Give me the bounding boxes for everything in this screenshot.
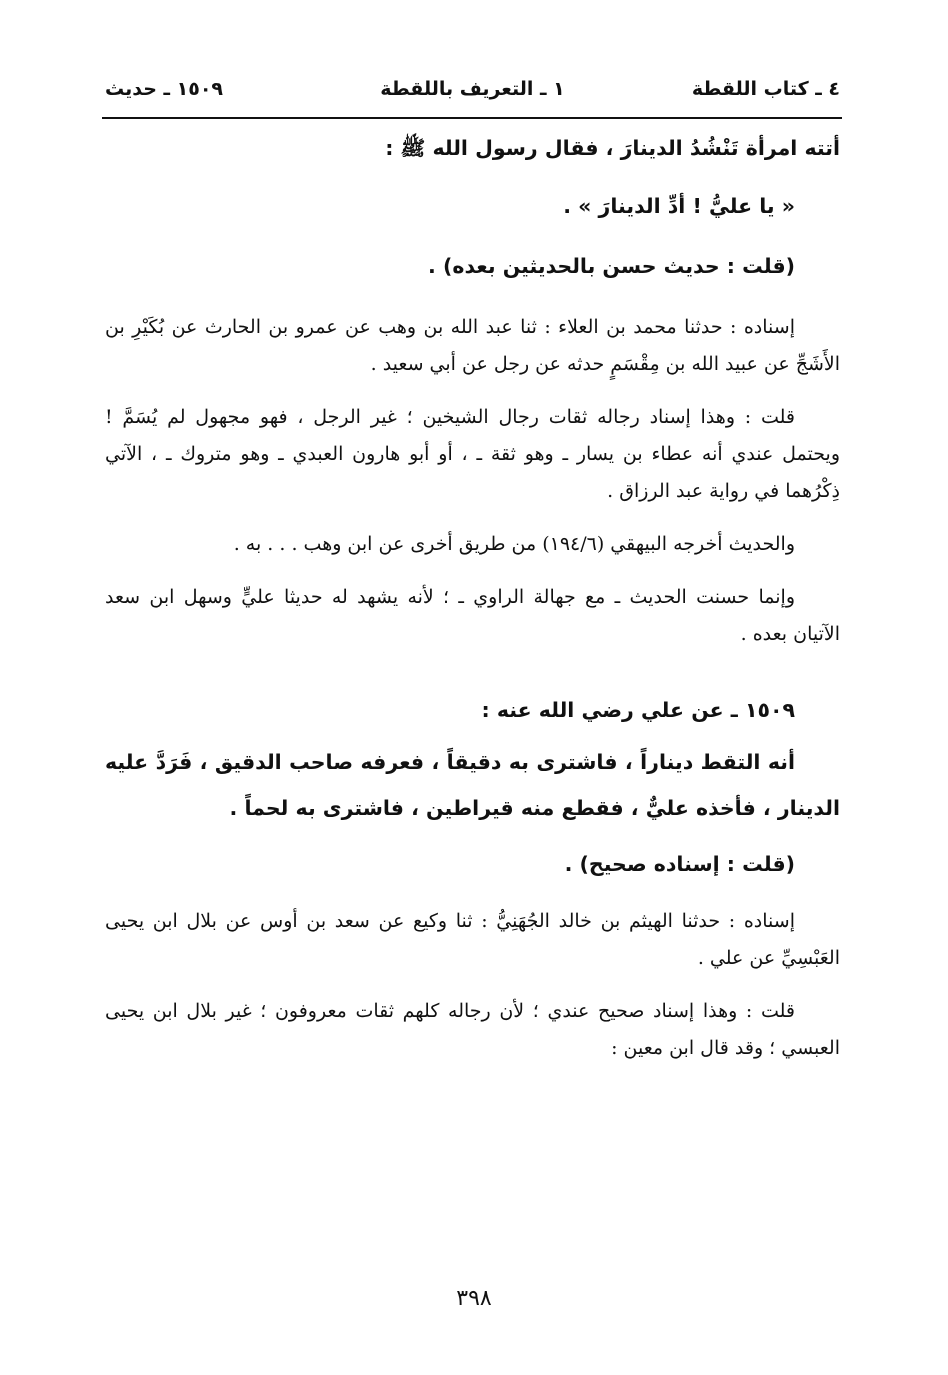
header-chapter-title: ١ ـ التعريف باللقطة <box>380 78 565 100</box>
page-body <box>105 125 840 1067</box>
hadith-text: أنه التقط ديناراً ، فاشترى به دقيقاً ، فعرفه صاحب الدقيق ، فَرَدَّ عليه الدينار ، فأخذه عليٌّ ، فقطع منه قيراطين ، فاشترى به لحماً . <box>105 750 840 820</box>
commentary-paragraph: قلت : وهذا إسناد رجاله ثقات رجال الشيخين ؛ غير الرجل ، فهو مجهول لم يُسَمَّ ! ويحتمل عندي أنه عطاء بن يسار ـ وهو ثقة ـ ، أو أبو هارون العبدي ـ وهو متروك ـ ، الآتي ذِكْرُهما في رواية عبد الرزاق . <box>105 406 840 502</box>
isnad-paragraph: إسناده : حدثنا محمد بن العلاء : ثنا عبد الله بن وهب عن عمرو بن الحارث عن بُكَيْرِ بن الأَشَجِّ عن عبيد الله بن مِقْسَمٍ حدثه عن رجل عن أبي سعيد . <box>105 316 840 375</box>
hadith-heading: ١٥٠٩ ـ عن علي رضي الله عنه : <box>481 698 795 722</box>
commentary-paragraph: وإنما حسنت الحديث ـ مع جهالة الراوي ـ ؛ لأنه يشهد له حديثا عليٍّ وسهل ابن سعد الآتيان بعده . <box>105 586 840 645</box>
verdict-note: (قلت : إسناده صحيح) . <box>564 852 795 876</box>
running-header <box>105 78 840 114</box>
page-number: ٣٩٨ <box>456 1286 492 1311</box>
header-hadith-number: ١٥٠٩ ـ حديث <box>105 78 224 100</box>
hadith-quote: « يا عليُّ ! أدِّ الدينارَ » . <box>563 194 795 218</box>
header-book-title: ٤ ـ كتاب اللقطة <box>691 78 840 100</box>
verdict-note: (قلت : حديث حسن بالحديثين بعده) . <box>428 254 795 278</box>
isnad-paragraph: إسناده : حدثنا الهيثم بن خالد الجُهَنِيُّ : ثنا وكيع عن سعد بن أوس عن بلال ابن يحيى العَبْسِيِّ عن علي . <box>105 910 840 969</box>
takhrij-paragraph: والحديث أخرجه البيهقي (١٩٤/٦) من طريق أخرى عن ابن وهب . . . به . <box>233 533 795 555</box>
commentary-paragraph: قلت : وهذا إسناد صحيح عندي ؛ لأن رجاله كلهم ثقات معروفون ؛ غير بلال ابن يحيى العبسي ؛ وقد قال ابن معين : <box>105 1000 840 1059</box>
header-rule <box>102 117 842 119</box>
hadith-text-continuation: أتته امرأة تَنْشُدُ الدينارَ ، فقال رسول الله ﷺ : <box>385 136 840 160</box>
